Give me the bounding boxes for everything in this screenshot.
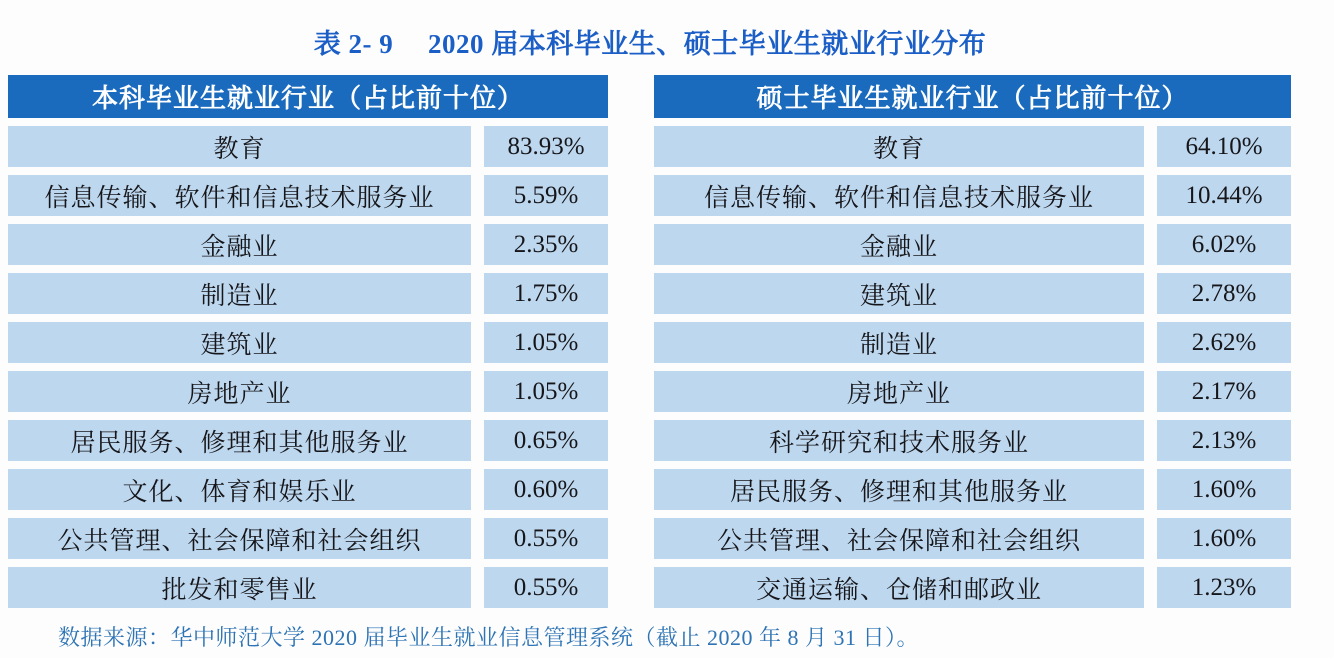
percent-cell: 1.60% <box>1157 469 1291 510</box>
industry-cell: 公共管理、社会保障和社会组织 <box>8 518 471 559</box>
percent-cell: 5.59% <box>484 175 608 216</box>
table-row <box>8 126 608 167</box>
percent-cell: 2.35% <box>484 224 608 265</box>
table-row <box>654 469 1291 510</box>
undergrad-employment-table <box>8 75 608 608</box>
industry-cell: 制造业 <box>654 322 1144 363</box>
table-row <box>8 175 608 216</box>
table-row <box>654 126 1291 167</box>
industry-cell: 建筑业 <box>8 322 471 363</box>
industry-cell: 交通运输、仓储和邮政业 <box>654 567 1144 608</box>
industry-cell: 居民服务、修理和其他服务业 <box>8 420 471 461</box>
table-row <box>8 273 608 314</box>
industry-cell: 教育 <box>8 126 471 167</box>
table-row <box>654 567 1291 608</box>
table-row <box>8 567 608 608</box>
percent-cell: 2.62% <box>1157 322 1291 363</box>
percent-cell: 0.60% <box>484 469 608 510</box>
percent-cell: 2.17% <box>1157 371 1291 412</box>
industry-cell: 房地产业 <box>654 371 1144 412</box>
percent-cell: 2.13% <box>1157 420 1291 461</box>
table-row <box>8 518 608 559</box>
industry-cell: 居民服务、修理和其他服务业 <box>654 469 1144 510</box>
percent-cell: 1.05% <box>484 371 608 412</box>
table-row <box>654 518 1291 559</box>
industry-cell: 制造业 <box>8 273 471 314</box>
undergrad-table-header: 本科毕业生就业行业（占比前十位） <box>8 75 608 118</box>
percent-cell: 0.65% <box>484 420 608 461</box>
percent-cell: 1.75% <box>484 273 608 314</box>
industry-cell: 金融业 <box>654 224 1144 265</box>
percent-cell: 64.10% <box>1157 126 1291 167</box>
table-row <box>8 224 608 265</box>
data-source-note: 数据来源：华中师范大学 2020 届毕业生就业信息管理系统（截止 2020 年 8 月 31 日）。 <box>58 625 920 650</box>
percent-cell: 1.23% <box>1157 567 1291 608</box>
industry-cell: 信息传输、软件和信息技术服务业 <box>8 175 471 216</box>
industry-cell: 文化、体育和娱乐业 <box>8 469 471 510</box>
percent-cell: 10.44% <box>1157 175 1291 216</box>
master-employment-table <box>654 75 1291 608</box>
industry-cell: 科学研究和技术服务业 <box>654 420 1144 461</box>
industry-cell: 公共管理、社会保障和社会组织 <box>654 518 1144 559</box>
industry-cell: 教育 <box>654 126 1144 167</box>
industry-cell: 金融业 <box>8 224 471 265</box>
table-row <box>8 420 608 461</box>
percent-cell: 1.05% <box>484 322 608 363</box>
percent-cell: 1.60% <box>1157 518 1291 559</box>
table-row <box>654 371 1291 412</box>
industry-cell: 房地产业 <box>8 371 471 412</box>
table-row <box>8 371 608 412</box>
table-row <box>654 175 1291 216</box>
master-table-header: 硕士毕业生就业行业（占比前十位） <box>654 75 1291 118</box>
table-row <box>654 224 1291 265</box>
master-table-body <box>654 126 1291 608</box>
undergrad-table-body <box>8 126 608 608</box>
percent-cell: 83.93% <box>484 126 608 167</box>
percent-cell: 2.78% <box>1157 273 1291 314</box>
percent-cell: 6.02% <box>1157 224 1291 265</box>
table-row <box>8 322 608 363</box>
table-row <box>654 322 1291 363</box>
industry-cell: 批发和零售业 <box>8 567 471 608</box>
table-caption: 表 2- 9 2020 届本科毕业生、硕士毕业生就业行业分布 <box>313 29 987 59</box>
table-row <box>8 469 608 510</box>
industry-cell: 信息传输、软件和信息技术服务业 <box>654 175 1144 216</box>
table-row <box>654 420 1291 461</box>
industry-cell: 建筑业 <box>654 273 1144 314</box>
table-row <box>654 273 1291 314</box>
percent-cell: 0.55% <box>484 518 608 559</box>
percent-cell: 0.55% <box>484 567 608 608</box>
